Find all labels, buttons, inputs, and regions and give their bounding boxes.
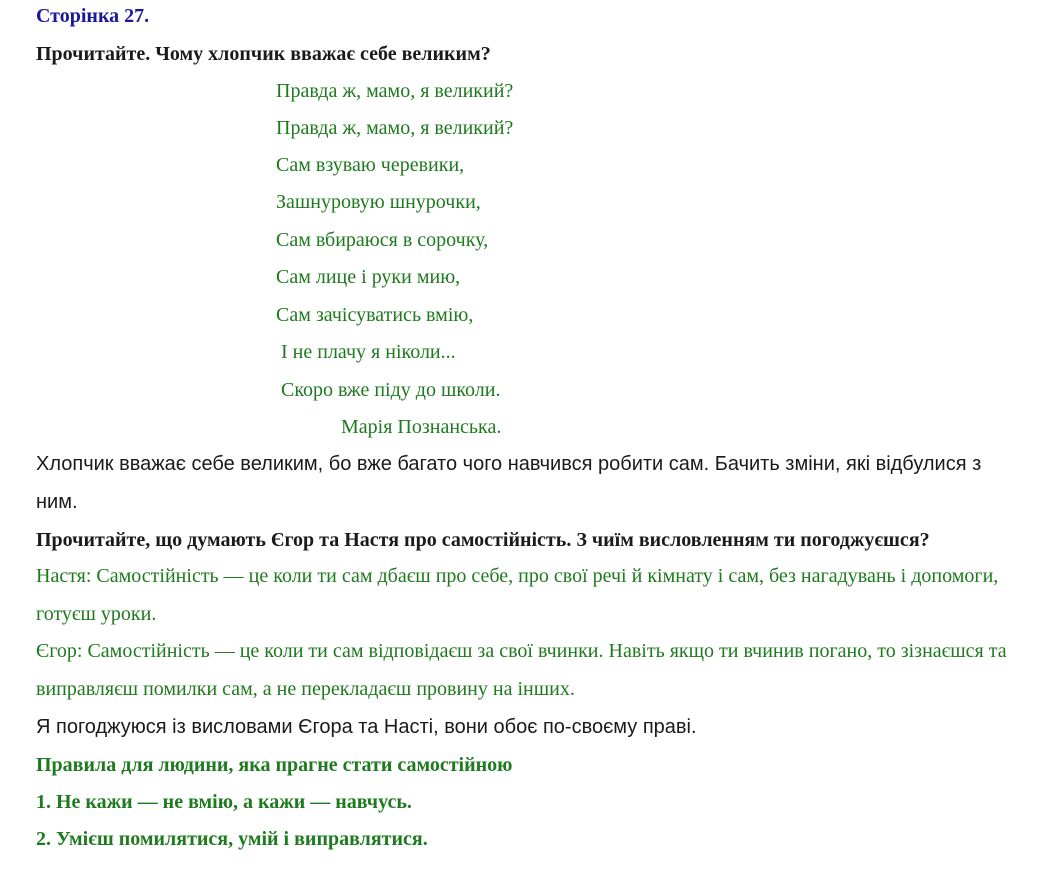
task1-prompt: Прочитайте. Чому хлопчик вважає себе великим? — [36, 43, 491, 65]
yehor-statement: Єгор: Самостійність — це коли ти сам відповідаєш за свої вчинки. Навіть якщо ти вчинив погано, то зізнаєшся та виправляєш помилки сам, а не перекладаєш провину на інших. — [36, 640, 1007, 700]
poem-line: Сам лице і руки мию, — [276, 266, 461, 288]
rule-item: 2. Умієш помилятися, умій і виправлятися. — [36, 828, 428, 850]
poem-line: Скоро вже піду до школи. — [281, 379, 501, 401]
task2-answer: Я погоджуюся із висловами Єгора та Насті, вони обоє по-своєму праві. — [36, 716, 697, 738]
page-title: Сторінка 27. — [36, 5, 150, 27]
poem-line: І не плачу я ніколи... — [281, 341, 456, 363]
task2-prompt: Прочитайте, що думають Єгор та Настя про самостійність. З чиїм висловленням ти погоджуєшся? — [36, 529, 930, 551]
poem-line: Сам взуваю черевики, — [276, 154, 465, 176]
nastia-statement: Настя: Самостійність — це коли ти сам дбаєш про себе, про свої речі й кімнату і сам, без нагадувань і допомоги, готуєш уроки. — [36, 565, 999, 625]
rule-item: 1. Не кажи — не вмію, а кажи — навчусь. — [36, 791, 412, 813]
poem-line: Сам зачісуватись вмію, — [276, 304, 474, 326]
poem-line: Правда ж, мамо, я великий? — [276, 80, 514, 102]
task1-answer: Хлопчик вважає себе великим, бо вже багато чого навчився робити сам. Бачить зміни, які відбулися з ним. — [36, 453, 982, 513]
rules-heading: Правила для людини, яка прагне стати самостійною — [36, 754, 513, 776]
poem-line: Зашнуровую шнурочки, — [276, 191, 481, 213]
poem-line: Правда ж, мамо, я великий? — [276, 117, 514, 139]
poem-line: Сам вбираюся в сорочку, — [276, 229, 489, 251]
poem-author: Марія Познанська. — [341, 416, 502, 438]
